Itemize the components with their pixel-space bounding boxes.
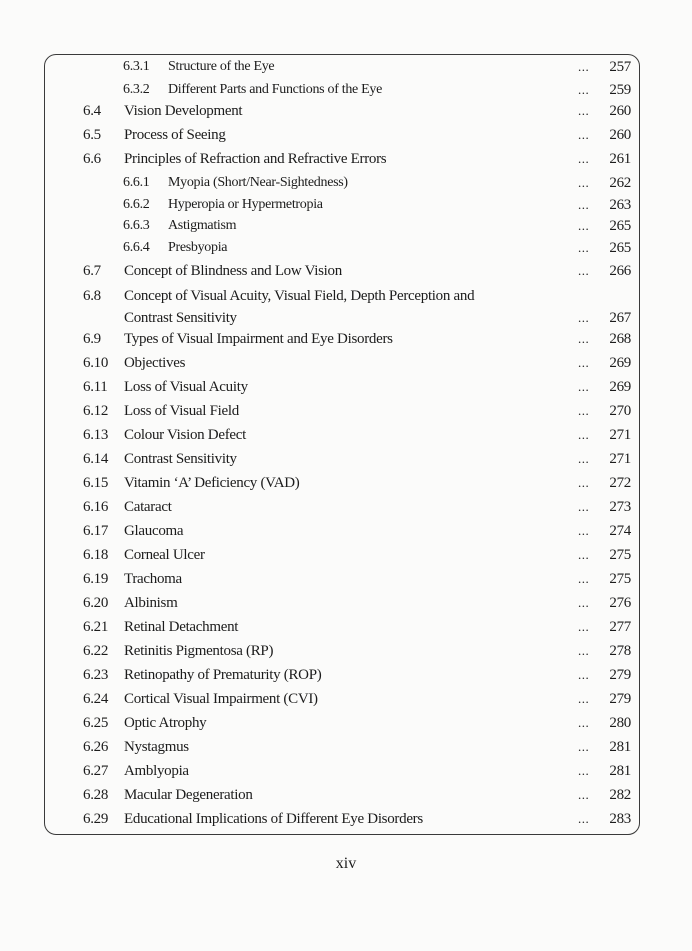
- page-ref: 268: [609, 331, 631, 347]
- leader-dots: ...: [578, 240, 590, 255]
- leader-dots: ...: [578, 643, 590, 658]
- section-number: 6.29: [83, 811, 109, 827]
- page-ref: 267: [609, 310, 631, 326]
- leader-dots: ...: [578, 331, 590, 346]
- section-title: Educational Implications of Different Eye Disorders: [124, 811, 423, 827]
- section-number: 6.26: [83, 739, 109, 755]
- page-ref: 282: [609, 787, 631, 803]
- leader-dots: ...: [578, 127, 590, 142]
- section-number: 6.15: [83, 475, 109, 491]
- section-title: Retinitis Pigmentosa (RP): [124, 643, 274, 659]
- leader-dots: ...: [578, 151, 590, 166]
- page-ref: 262: [609, 175, 631, 191]
- page-ref: 272: [609, 475, 631, 491]
- page-ref: 283: [609, 811, 631, 827]
- leader-dots: ...: [578, 523, 590, 538]
- leader-dots: ...: [578, 667, 590, 682]
- leader-dots: ...: [578, 811, 590, 826]
- section-number: 6.22: [83, 643, 109, 659]
- section-title: Hyperopia or Hypermetropia: [168, 197, 323, 212]
- leader-dots: ...: [578, 787, 590, 802]
- page-ref: 276: [609, 595, 631, 611]
- section-title: Loss of Visual Field: [124, 403, 239, 419]
- section-title: Retinopathy of Prematurity (ROP): [124, 667, 322, 683]
- section-number: 6.6.1: [123, 175, 150, 190]
- section-title: Myopia (Short/Near-Sightedness): [168, 175, 348, 190]
- section-number: 6.24: [83, 691, 109, 707]
- section-title: Presbyopia: [168, 240, 228, 255]
- leader-dots: ...: [578, 763, 590, 778]
- section-title: Albinism: [124, 595, 178, 611]
- leader-dots: ...: [578, 499, 590, 514]
- table-of-contents: [44, 54, 640, 835]
- page-ref: 271: [609, 427, 631, 443]
- page-ref: 270: [609, 403, 631, 419]
- section-title: Corneal Ulcer: [124, 547, 205, 563]
- page-ref: 275: [609, 571, 631, 587]
- leader-dots: ...: [578, 379, 590, 394]
- page-ref: 278: [609, 643, 631, 659]
- section-title: Loss of Visual Acuity: [124, 379, 248, 395]
- page-ref: 259: [609, 82, 631, 98]
- section-number: 6.20: [83, 595, 109, 611]
- page-ref: 281: [609, 739, 631, 755]
- page-ref: 257: [609, 59, 631, 75]
- leader-dots: ...: [578, 310, 590, 325]
- section-number: 6.16: [83, 499, 109, 515]
- section-number: 6.8: [83, 288, 101, 304]
- section-number: 6.17: [83, 523, 109, 539]
- leader-dots: ...: [578, 739, 590, 754]
- section-title: Colour Vision Defect: [124, 427, 246, 443]
- page-number: xiv: [335, 855, 357, 872]
- section-number: 6.9: [83, 331, 101, 347]
- leader-dots: ...: [578, 691, 590, 706]
- section-title: Retinal Detachment: [124, 619, 239, 635]
- section-title: Glaucoma: [124, 523, 184, 539]
- section-number: 6.5: [83, 127, 101, 143]
- leader-dots: ...: [578, 475, 590, 490]
- section-title: Vision Development: [124, 103, 243, 119]
- leader-dots: ...: [578, 595, 590, 610]
- section-title: Types of Visual Impairment and Eye Disorders: [124, 331, 393, 347]
- section-number: 6.10: [83, 355, 109, 371]
- leader-dots: ...: [578, 403, 590, 418]
- section-number: 6.4: [83, 103, 101, 119]
- section-title: Concept of Blindness and Low Vision: [124, 263, 342, 279]
- section-number: 6.25: [83, 715, 109, 731]
- page-ref: 261: [609, 151, 631, 167]
- section-number: 6.11: [83, 379, 108, 395]
- section-number: 6.21: [83, 619, 109, 635]
- page-ref: 260: [609, 127, 631, 143]
- section-number: 6.3.2: [123, 82, 150, 97]
- page-ref: 260: [609, 103, 631, 119]
- section-number: 6.7: [83, 263, 101, 279]
- leader-dots: ...: [578, 619, 590, 634]
- page-ref: 269: [609, 379, 631, 395]
- leader-dots: ...: [578, 103, 590, 118]
- page-ref: 271: [609, 451, 631, 467]
- section-title: Objectives: [124, 355, 186, 371]
- page-ref: 279: [609, 667, 631, 683]
- leader-dots: ...: [578, 82, 590, 97]
- page-ref: 266: [609, 263, 631, 279]
- leader-dots: ...: [578, 263, 590, 278]
- section-title: Cataract: [124, 499, 172, 515]
- section-title: Trachoma: [124, 571, 182, 587]
- page-ref: 265: [609, 240, 631, 256]
- section-title: Astigmatism: [168, 218, 237, 233]
- leader-dots: ...: [578, 59, 590, 74]
- page-ref: 273: [609, 499, 631, 515]
- section-number: 6.6.3: [123, 218, 150, 233]
- section-title: Different Parts and Functions of the Eye: [168, 82, 383, 97]
- section-number: 6.28: [83, 787, 109, 803]
- section-title: Amblyopia: [124, 763, 189, 779]
- page-ref: 263: [609, 197, 631, 213]
- page-ref: 269: [609, 355, 631, 371]
- section-title: Macular Degeneration: [124, 787, 253, 803]
- leader-dots: ...: [578, 715, 590, 730]
- section-title: Vitamin ‘A’ Deficiency (VAD): [124, 475, 300, 491]
- section-number: 6.27: [83, 763, 109, 779]
- section-title: Process of Seeing: [124, 127, 226, 143]
- section-title: Contrast Sensitivity: [124, 451, 237, 467]
- page-ref: 280: [609, 715, 631, 731]
- section-title: Cortical Visual Impairment (CVI): [124, 691, 318, 707]
- section-number: 6.6.4: [123, 240, 150, 255]
- section-number: 6.3.1: [123, 59, 150, 74]
- section-title: Nystagmus: [124, 739, 189, 755]
- section-title: Structure of the Eye: [168, 59, 275, 74]
- page-ref: 275: [609, 547, 631, 563]
- section-number: 6.13: [83, 427, 109, 443]
- leader-dots: ...: [578, 197, 590, 212]
- leader-dots: ...: [578, 427, 590, 442]
- page-ref: 265: [609, 218, 631, 234]
- section-title: Optic Atrophy: [124, 715, 207, 731]
- toc-entry[interactable]: [45, 286, 639, 328]
- section-number: 6.6.2: [123, 197, 150, 212]
- leader-dots: ...: [578, 571, 590, 586]
- section-title: Principles of Refraction and Refractive Errors: [124, 151, 387, 167]
- section-number: 6.14: [83, 451, 109, 467]
- section-number: 6.6: [83, 151, 101, 167]
- leader-dots: ...: [578, 218, 590, 233]
- section-number: 6.19: [83, 571, 109, 587]
- leader-dots: ...: [578, 451, 590, 466]
- section-number: 6.18: [83, 547, 109, 563]
- page-ref: 274: [609, 523, 631, 539]
- leader-dots: ...: [578, 175, 590, 190]
- page-ref: 279: [609, 691, 631, 707]
- leader-dots: ...: [578, 547, 590, 562]
- section-number: 6.23: [83, 667, 109, 683]
- leader-dots: ...: [578, 355, 590, 370]
- page-ref: 281: [609, 763, 631, 779]
- section-number: 6.12: [83, 403, 109, 419]
- section-title: Concept of Visual Acuity, Visual Field, Depth Perception and: [124, 288, 475, 304]
- section-title-continued: Contrast Sensitivity: [124, 310, 237, 326]
- page-ref: 277: [609, 619, 631, 635]
